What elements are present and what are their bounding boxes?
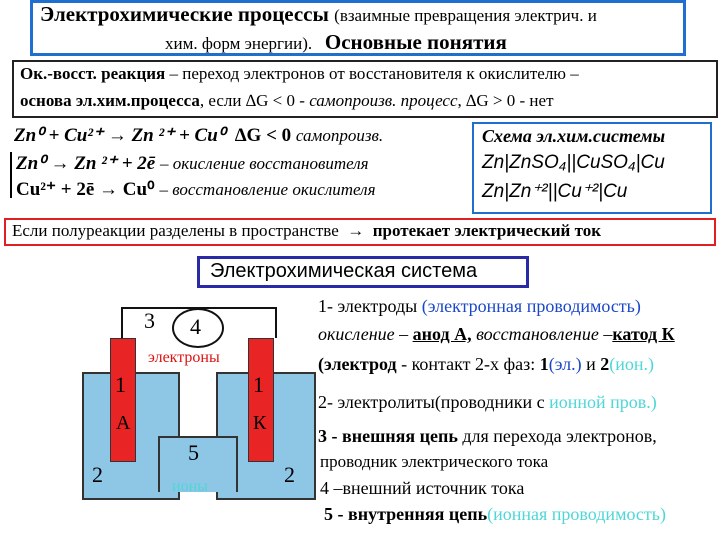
cathode-letter: К [253, 412, 267, 434]
scheme-line1: Zn|ZnSO₄||CuSO₄|Cu [482, 152, 665, 173]
label-4: 4 [190, 314, 201, 339]
label-1-right: 1 [253, 372, 264, 397]
legend-1c: (электрод - контакт 2-х фаз: 1(эл.) и 2(ион.) [318, 354, 655, 374]
cathode-electrode [248, 338, 274, 462]
ions-label: ионы [172, 478, 208, 495]
scheme-title: Схема эл.хим.системы [482, 126, 666, 146]
electrons-label: электроны [148, 349, 220, 366]
reduction-half-reaction: Cu²⁺ + 2ē → Cu⁰ – восстановление окислителя [16, 179, 376, 200]
legend-1b: окисление – анод А, восстановление –катод К [318, 324, 675, 344]
legend-5: 5 - внутренняя цепь(ионная проводимость) [324, 504, 666, 524]
definition-line1: Ок.-восст. реакция – переход электронов от восстановителя к окислителю – [20, 64, 579, 83]
half-reaction-bracket [10, 152, 12, 198]
legend-4: 4 –внешний источник тока [320, 478, 525, 498]
anode-electrode [110, 338, 136, 462]
label-3: 3 [144, 308, 155, 333]
oxidation-half-reaction: Zn⁰ → Zn ²⁺ + 2ē – окисление восстановителя [16, 153, 369, 174]
definition-line2: основа эл.хим.процесса, если ∆G < 0 - самопроизв. процесс, ∆G > 0 - нет [20, 91, 554, 110]
legend-3b: проводник электрического тока [320, 452, 549, 471]
legend-3: 3 - внешняя цепь для перехода электронов, [318, 426, 657, 446]
label-2-left: 2 [92, 462, 103, 487]
slide-title: Электрохимические процессы (взаимные превращения электрич. и [40, 2, 597, 26]
separation-statement: Если полуреакции разделены в пространстве → протекает электрический ток [12, 221, 602, 240]
legend-1: 1- электроды (электронная проводимость) [318, 296, 641, 316]
system-title: Электрохимическая система [210, 260, 478, 282]
scheme-line2: Zn|Zn⁺²||Cu⁺²|Cu [482, 181, 628, 202]
anode-letter: А [116, 412, 131, 434]
overall-reaction: Zn⁰ + Cu²⁺ → Zn ²⁺ + Cu⁰ ∆G < 0 самопроизв. [14, 125, 384, 146]
slide-title-line2: хим. форм энергии). Основные понятия [165, 30, 507, 54]
label-2-right: 2 [284, 462, 295, 487]
label-5: 5 [188, 440, 199, 465]
label-1-left: 1 [115, 372, 126, 397]
arrow-icon: → [347, 221, 365, 240]
legend-2: 2- электролиты(проводники с ионной пров.) [318, 392, 657, 412]
